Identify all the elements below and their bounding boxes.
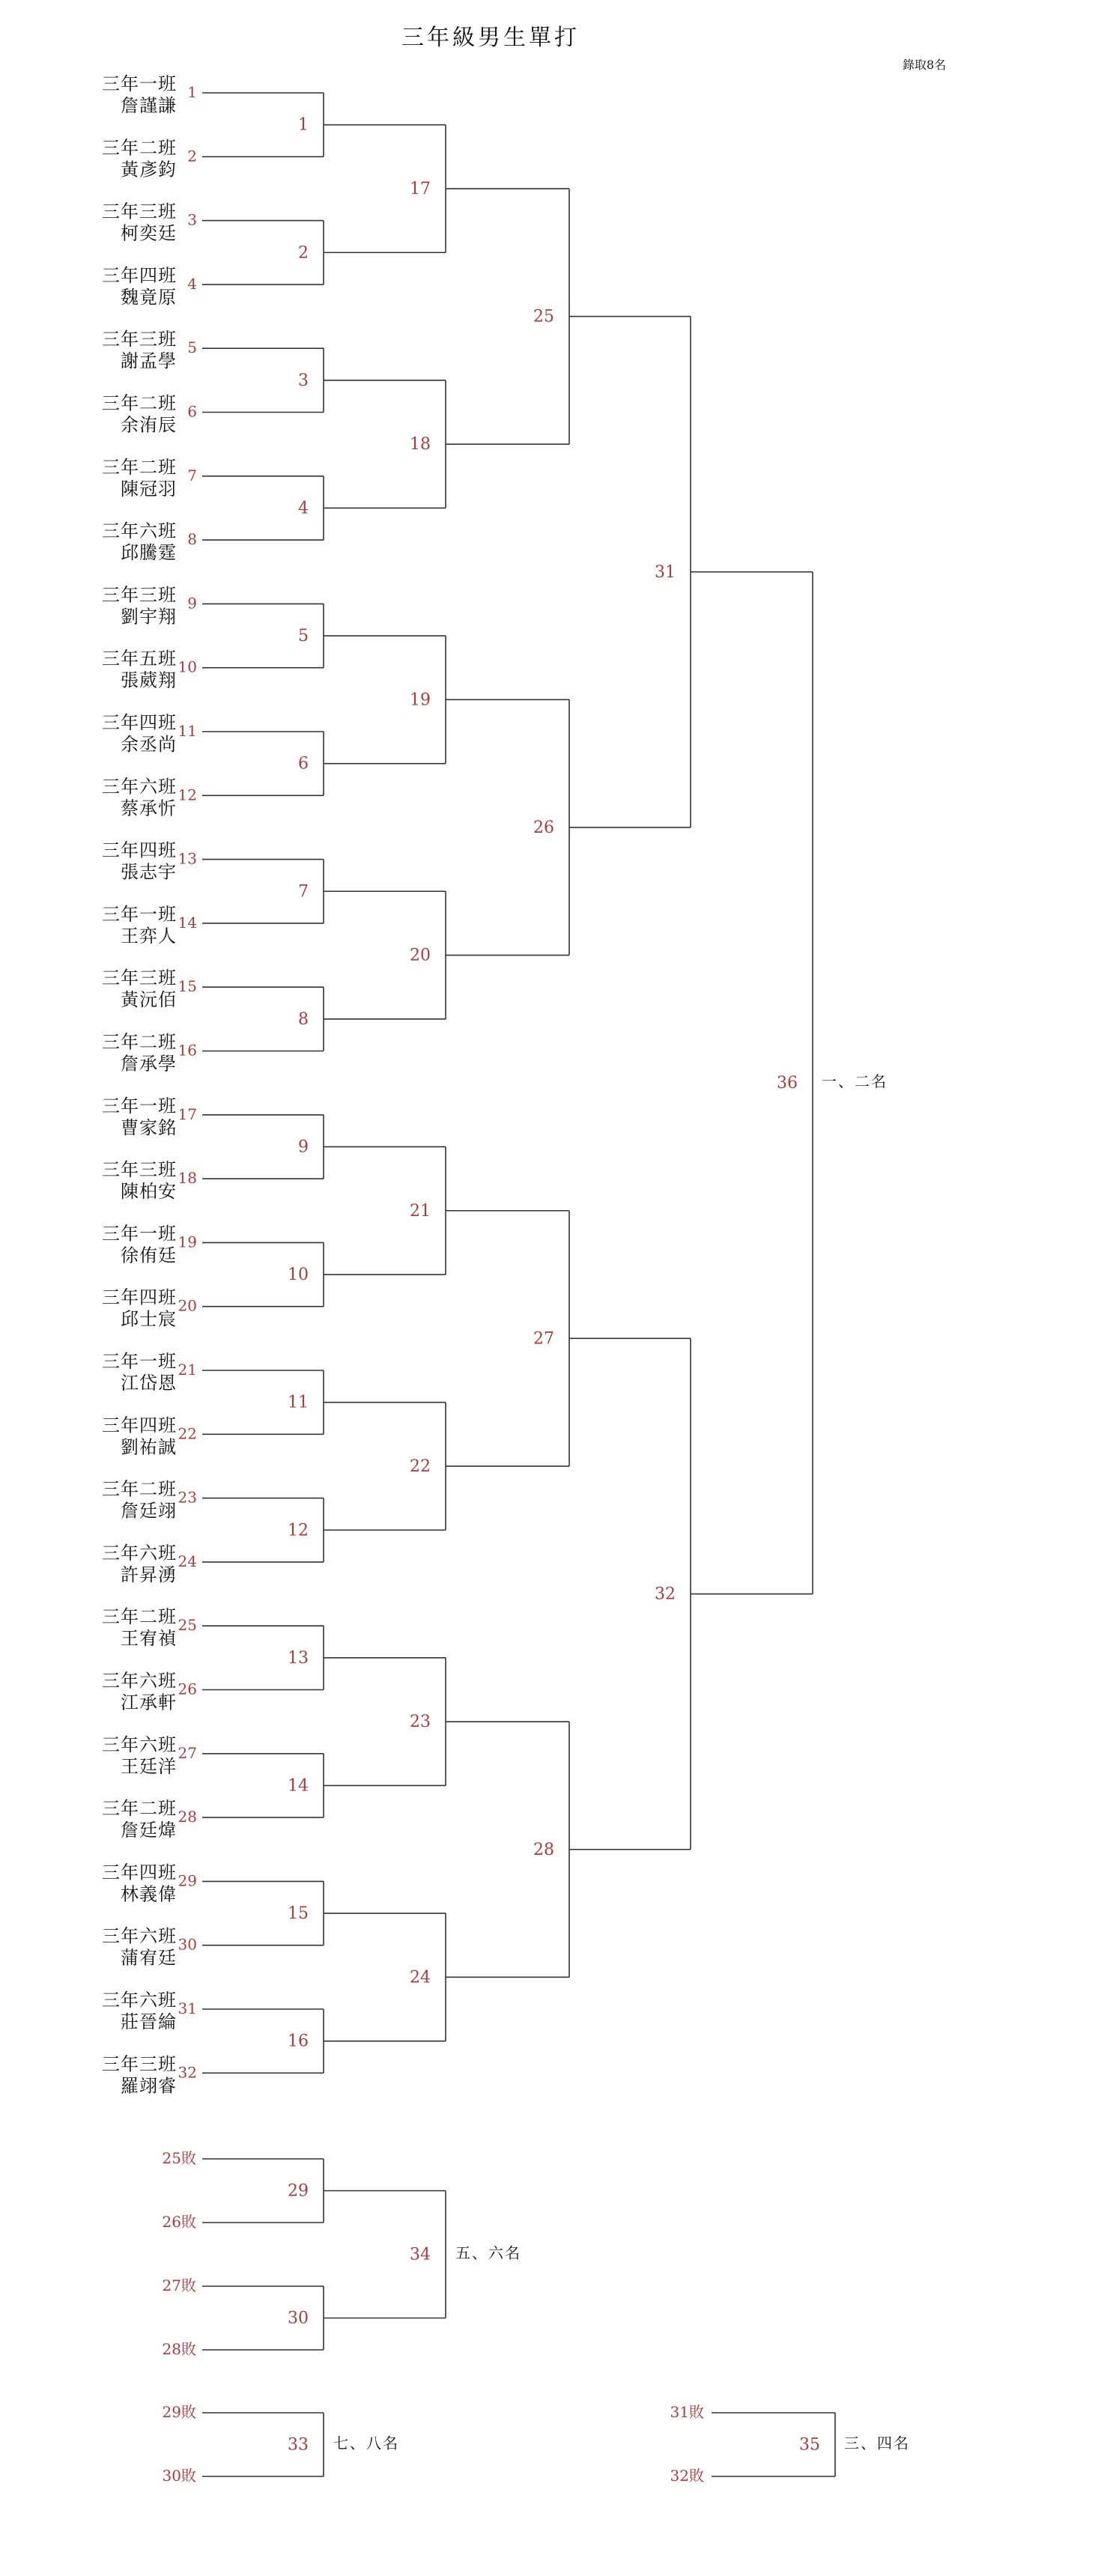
player-class: 三年六班 — [102, 520, 177, 542]
seed-number: 15 — [178, 977, 197, 996]
player-class: 三年二班 — [102, 1798, 177, 1820]
loser-entrant: 27敗 — [162, 2276, 196, 2294]
player-name: 詹承學 — [121, 1053, 177, 1075]
place-label: 五、六名 — [455, 2244, 521, 2262]
player-class: 三年四班 — [102, 1287, 177, 1308]
seed-number: 22 — [178, 1424, 197, 1443]
seed-number: 11 — [178, 722, 197, 740]
qualifier-note: 錄取8名 — [903, 58, 947, 72]
seed-number: 12 — [178, 786, 197, 804]
player-name: 王廷洋 — [121, 1755, 177, 1777]
match-number: 32 — [655, 1585, 676, 1604]
match-number: 22 — [410, 1456, 431, 1476]
match-number: 20 — [410, 946, 431, 965]
player-name: 余洧辰 — [121, 414, 177, 436]
loser-entrant: 31敗 — [670, 2403, 704, 2421]
seed-number: 24 — [178, 1552, 197, 1570]
player-name: 莊晉綸 — [121, 2011, 177, 2032]
match-number: 19 — [410, 690, 431, 710]
player-name: 魏竟原 — [121, 286, 177, 308]
player-name: 陳冠羽 — [121, 478, 177, 499]
player-name: 蔡承忻 — [121, 798, 177, 819]
match-number: 2 — [298, 243, 309, 263]
loser-entrant: 26敗 — [162, 2213, 196, 2231]
seed-number: 6 — [187, 402, 197, 421]
seed-number: 3 — [187, 210, 197, 229]
player-class: 三年二班 — [102, 1606, 177, 1628]
match-number: 28 — [533, 1840, 554, 1859]
seed-number: 29 — [178, 1871, 197, 1890]
player-class: 三年六班 — [102, 776, 177, 798]
player-name: 余丞尚 — [121, 734, 177, 755]
player-class: 三年六班 — [102, 1925, 177, 1947]
place-label: 三、四名 — [844, 2434, 910, 2452]
player-name: 江承軒 — [121, 1692, 177, 1713]
bracket-title: 三年級男生單打 — [401, 25, 580, 51]
match-number: 10 — [288, 1266, 309, 1285]
match-number: 27 — [533, 1329, 554, 1349]
match-number: 5 — [298, 627, 309, 646]
player-name: 曹家銘 — [121, 1117, 177, 1138]
match-number: 26 — [533, 818, 554, 837]
match-number: 9 — [298, 1137, 309, 1157]
player-name: 詹廷翊 — [121, 1500, 177, 1522]
player-class: 三年一班 — [102, 73, 177, 94]
seed-number: 8 — [187, 530, 197, 549]
loser-entrant: 28敗 — [162, 2340, 196, 2358]
player-name: 許昇湧 — [121, 1564, 177, 1585]
player-class: 三年四班 — [102, 264, 177, 286]
seed-number: 2 — [187, 147, 197, 165]
player-name: 陳柏安 — [121, 1181, 177, 1203]
seed-number: 23 — [178, 1488, 197, 1507]
player-class: 三年六班 — [102, 1542, 177, 1564]
seed-number: 26 — [178, 1680, 197, 1698]
player-name: 黃沅佰 — [121, 989, 177, 1011]
loser-entrant: 30敗 — [162, 2467, 196, 2485]
seed-number: 16 — [178, 1041, 197, 1060]
player-class: 三年四班 — [102, 1415, 177, 1436]
match-number: 16 — [288, 2032, 309, 2051]
seed-number: 1 — [187, 83, 197, 101]
match-number: 8 — [298, 1009, 309, 1029]
player-class: 三年五班 — [102, 648, 177, 669]
seed-number: 20 — [178, 1296, 197, 1315]
player-name: 徐侑廷 — [121, 1245, 177, 1266]
seed-number: 10 — [178, 657, 197, 676]
player-class: 三年二班 — [102, 392, 177, 414]
player-name: 王弈人 — [121, 925, 177, 947]
player-class: 三年三班 — [102, 2053, 177, 2075]
seed-number: 13 — [178, 849, 197, 868]
seed-number: 9 — [187, 594, 197, 613]
seed-number: 21 — [178, 1361, 197, 1379]
seed-number: 27 — [178, 1743, 197, 1762]
player-class: 三年二班 — [102, 137, 177, 159]
loser-entrant: 29敗 — [162, 2403, 196, 2421]
player-name: 邱騰霆 — [121, 542, 177, 564]
match-number: 36 — [777, 1074, 798, 1093]
player-class: 三年四班 — [102, 712, 177, 733]
playoff-match-number: 29 — [288, 2181, 309, 2201]
player-name: 林義偉 — [121, 1883, 177, 1905]
player-name: 江岱恩 — [121, 1373, 177, 1394]
match-number: 4 — [298, 499, 309, 518]
bracket-labels — [102, 73, 910, 2485]
player-class: 三年四班 — [102, 839, 177, 861]
player-name: 蒲宥廷 — [121, 1947, 177, 1969]
match-number: 7 — [298, 882, 309, 902]
place-label: 七、八名 — [333, 2434, 399, 2452]
match-number: 15 — [288, 1904, 309, 1924]
seed-number: 19 — [178, 1233, 197, 1251]
player-class: 三年二班 — [102, 1478, 177, 1500]
playoff-match-number: 35 — [799, 2435, 820, 2455]
player-name: 柯奕廷 — [121, 222, 177, 244]
seed-number: 18 — [178, 1169, 197, 1188]
player-class: 三年三班 — [102, 201, 177, 222]
player-class: 三年六班 — [102, 1734, 177, 1755]
player-class: 三年二班 — [102, 1031, 177, 1053]
playoff-match-number: 33 — [288, 2435, 309, 2455]
match-number: 17 — [410, 179, 431, 198]
match-number: 13 — [288, 1648, 309, 1668]
player-class: 三年六班 — [102, 1670, 177, 1692]
player-name: 黃彥鈞 — [121, 159, 177, 180]
player-name: 邱士宸 — [121, 1308, 177, 1330]
player-name: 詹廷煒 — [121, 1820, 177, 1841]
player-name: 謝孟學 — [121, 350, 177, 372]
match-number: 21 — [410, 1201, 431, 1221]
player-class: 三年一班 — [102, 1095, 177, 1117]
player-class: 三年一班 — [102, 1223, 177, 1245]
seed-number: 14 — [178, 913, 197, 932]
match-number: 12 — [288, 1521, 309, 1540]
player-class: 三年三班 — [102, 584, 177, 606]
bracket-lines — [202, 93, 835, 2476]
player-name: 劉宇翔 — [121, 606, 177, 628]
player-name: 劉祐誠 — [121, 1436, 177, 1458]
match-number: 6 — [298, 754, 309, 774]
player-name: 王宥禎 — [121, 1628, 177, 1650]
match-number: 23 — [410, 1713, 431, 1732]
seed-number: 28 — [178, 1808, 197, 1826]
player-class: 三年三班 — [102, 329, 177, 350]
loser-entrant: 25敗 — [162, 2149, 196, 2167]
player-class: 三年一班 — [102, 1351, 177, 1372]
playoff-match-number: 30 — [288, 2309, 309, 2328]
match-number: 18 — [410, 435, 431, 455]
seed-number: 30 — [178, 1935, 197, 1954]
player-class: 三年一班 — [102, 903, 177, 925]
player-name: 張葳翔 — [121, 669, 177, 691]
playoff-match-number: 34 — [410, 2245, 431, 2264]
player-class: 三年六班 — [102, 1990, 177, 2011]
seed-number: 4 — [187, 274, 197, 293]
player-class: 三年二班 — [102, 456, 177, 478]
player-name: 羅翊睿 — [121, 2075, 177, 2097]
player-name: 詹謹謙 — [121, 95, 177, 116]
seed-number: 25 — [178, 1616, 197, 1635]
seed-number: 17 — [178, 1105, 197, 1123]
loser-entrant: 32敗 — [670, 2467, 704, 2485]
player-name: 張志宇 — [121, 861, 177, 883]
match-number: 14 — [288, 1776, 309, 1796]
final-place-label: 一、二名 — [822, 1072, 888, 1091]
seed-number: 31 — [178, 1999, 197, 2017]
match-number: 3 — [298, 371, 309, 390]
match-number: 25 — [533, 307, 554, 326]
player-class: 三年四班 — [102, 1862, 177, 1883]
seed-number: 32 — [178, 2063, 197, 2082]
player-class: 三年三班 — [102, 967, 177, 989]
match-number: 24 — [410, 1968, 431, 1987]
match-number: 1 — [298, 115, 309, 135]
player-class: 三年三班 — [102, 1159, 177, 1181]
seed-number: 7 — [187, 466, 197, 484]
seed-number: 5 — [187, 338, 197, 357]
match-number: 31 — [655, 562, 676, 582]
match-number: 11 — [288, 1393, 309, 1412]
